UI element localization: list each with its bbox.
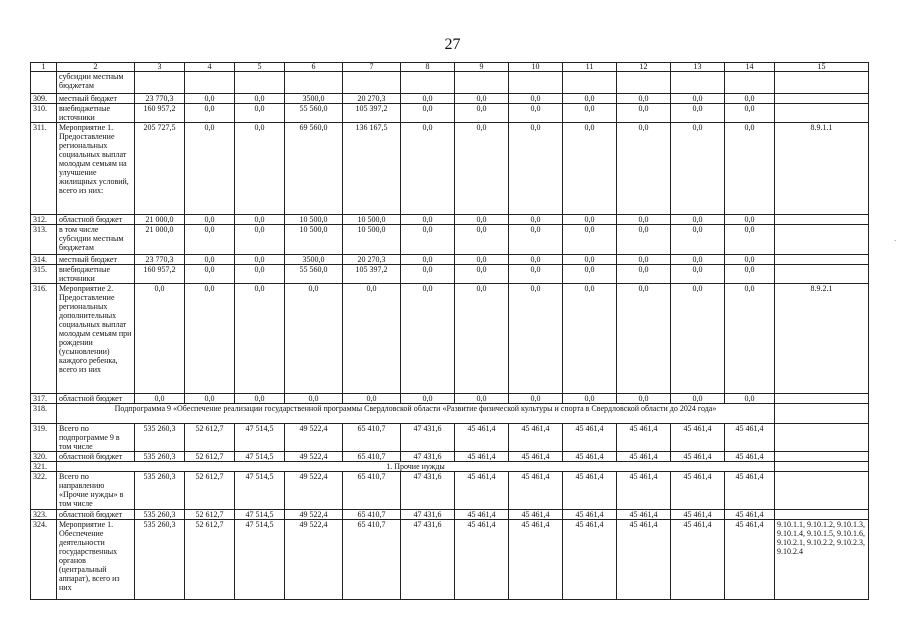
value-cell: 0,0 [235,225,285,255]
value-cell: 0,0 [671,123,725,215]
row-number: 319. [31,424,57,452]
value-cell: 47 514,5 [235,472,285,510]
row-number: 311. [31,123,57,215]
value-cell: 49 522,4 [285,472,343,510]
target-cell [775,472,869,510]
value-cell: 0,0 [563,94,617,104]
value-cell: 47 514,5 [235,520,285,600]
target-cell [775,104,869,123]
value-cell [563,72,617,94]
row-number: 310. [31,104,57,123]
row-name: внебюджетные источники [57,104,135,123]
value-cell: 0,0 [725,123,775,215]
value-cell: 52 612,7 [185,510,235,520]
table-row [31,265,869,284]
row-name: Мероприятие 1. Обеспечение деятельности государственных органов (центральный аппарат), всего из них [57,520,135,600]
value-cell: 0,0 [725,265,775,284]
row-number: 315. [31,265,57,284]
value-cell: 0,0 [185,284,235,394]
target-cell [775,225,869,255]
value-cell: 0,0 [509,104,563,123]
value-cell: 0,0 [725,255,775,265]
value-cell: 136 167,5 [343,123,401,215]
value-cell: 45 461,4 [455,452,509,462]
value-cell: 0,0 [185,265,235,284]
value-cell: 0,0 [235,255,285,265]
section-heading: 1. Прочие нужды [57,462,775,472]
column-number-7: 7 [343,63,401,72]
row-number [31,72,57,94]
value-cell: 0,0 [563,284,617,394]
table-row [31,452,869,462]
column-number-13: 13 [671,63,725,72]
value-cell: 0,0 [185,255,235,265]
value-cell: 0,0 [455,265,509,284]
table-row [31,510,869,520]
value-cell: 45 461,4 [509,452,563,462]
value-cell: 65 410,7 [343,424,401,452]
value-cell: 0,0 [725,284,775,394]
value-cell: 535 260,3 [135,452,185,462]
value-cell: 21 000,0 [135,215,185,225]
table-row [31,104,869,123]
value-cell: 0,0 [455,394,509,404]
value-cell: 535 260,3 [135,424,185,452]
column-number-12: 12 [617,63,671,72]
value-cell: 0,0 [509,123,563,215]
value-cell: 0,0 [617,225,671,255]
row-number: 323. [31,510,57,520]
column-number-3: 3 [135,63,185,72]
target-cell [775,462,869,472]
value-cell: 20 270,3 [343,94,401,104]
row-name: областной бюджет [57,510,135,520]
value-cell: 0,0 [185,225,235,255]
value-cell: 0,0 [563,104,617,123]
value-cell: 0,0 [725,94,775,104]
value-cell: 3500,0 [285,94,343,104]
value-cell: 535 260,3 [135,472,185,510]
value-cell: 0,0 [509,284,563,394]
value-cell: 0,0 [185,104,235,123]
value-cell: 0,0 [725,215,775,225]
value-cell: 45 461,4 [617,452,671,462]
value-cell: 10 500,0 [343,225,401,255]
value-cell: 0,0 [401,255,455,265]
row-number: 316. [31,284,57,394]
row-number: 312. [31,215,57,225]
value-cell: 0,0 [617,265,671,284]
row-name: Всего по направлению «Прочие нужды» в том числе [57,472,135,510]
value-cell [509,72,563,94]
value-cell: 0,0 [135,284,185,394]
value-cell: 0,0 [671,225,725,255]
value-cell: 0,0 [401,394,455,404]
value-cell: 52 612,7 [185,452,235,462]
value-cell: 535 260,3 [135,520,185,600]
value-cell: 55 560,0 [285,104,343,123]
value-cell: 45 461,4 [563,424,617,452]
row-name: областной бюджет [57,215,135,225]
table-row [31,215,869,225]
value-cell: 23 770,3 [135,94,185,104]
table-row [31,462,869,472]
value-cell: 65 410,7 [343,520,401,600]
value-cell: 0,0 [455,94,509,104]
value-cell: 23 770,3 [135,255,185,265]
value-cell: 535 260,3 [135,510,185,520]
value-cell: 45 461,4 [509,424,563,452]
row-number: 314. [31,255,57,265]
value-cell: 0,0 [455,255,509,265]
target-cell [775,94,869,104]
value-cell: 0,0 [563,123,617,215]
value-cell: 3500,0 [285,255,343,265]
value-cell [401,72,455,94]
value-cell: 105 397,2 [343,265,401,284]
column-number-2: 2 [57,63,135,72]
value-cell: 0,0 [343,394,401,404]
value-cell: 0,0 [509,94,563,104]
value-cell: 45 461,4 [455,510,509,520]
value-cell: 55 560,0 [285,265,343,284]
value-cell: 21 000,0 [135,225,185,255]
value-cell: 45 461,4 [617,472,671,510]
value-cell: 47 514,5 [235,424,285,452]
value-cell: 45 461,4 [617,510,671,520]
value-cell: 0,0 [563,255,617,265]
value-cell: 0,0 [563,265,617,284]
value-cell: 47 431,6 [401,424,455,452]
value-cell: 49 522,4 [285,520,343,600]
value-cell: 45 461,4 [725,452,775,462]
value-cell: 0,0 [509,255,563,265]
row-name: субсидии местным бюджетам [57,72,135,94]
value-cell: 10 500,0 [285,215,343,225]
column-number-14: 14 [725,63,775,72]
table-row [31,394,869,404]
table-row [31,255,869,265]
value-cell [725,72,775,94]
value-cell: 0,0 [617,215,671,225]
section-heading: Подпрограмма 9 «Обеспечение реализации государственной программы Свердловской области «Развитие физической культуры и спорта в Свердловской области до 2024 года» [57,404,775,424]
value-cell: 0,0 [671,265,725,284]
row-name: Мероприятие 1. Предоставление региональных социальных выплат молодым семьям на улучшение жилищных условий, всего из них: [57,123,135,215]
value-cell: 0,0 [671,94,725,104]
value-cell: 0,0 [401,215,455,225]
value-cell: 160 957,2 [135,265,185,284]
value-cell: 0,0 [671,284,725,394]
row-name: в том числе субсидии местным бюджетам [57,225,135,255]
value-cell: 0,0 [455,225,509,255]
value-cell: 0,0 [563,225,617,255]
value-cell: 45 461,4 [617,520,671,600]
value-cell: 0,0 [617,94,671,104]
value-cell: 0,0 [509,215,563,225]
target-cell [775,452,869,462]
value-cell: 45 461,4 [725,510,775,520]
value-cell: 45 461,4 [509,472,563,510]
value-cell: 0,0 [235,123,285,215]
column-number-11: 11 [563,63,617,72]
value-cell: 52 612,7 [185,520,235,600]
value-cell: 49 522,4 [285,510,343,520]
row-number: 321. [31,462,57,472]
column-number-4: 4 [185,63,235,72]
target-cell [775,394,869,404]
value-cell: 0,0 [185,215,235,225]
value-cell: 52 612,7 [185,472,235,510]
value-cell: 0,0 [135,394,185,404]
value-cell: 45 461,4 [671,520,725,600]
column-number-10: 10 [509,63,563,72]
value-cell: 45 461,4 [563,472,617,510]
value-cell: 65 410,7 [343,510,401,520]
value-cell: 49 522,4 [285,424,343,452]
value-cell: 0,0 [455,123,509,215]
table-row [31,72,869,94]
value-cell: 0,0 [401,104,455,123]
table-row [31,472,869,510]
table-row [31,123,869,215]
value-cell: 0,0 [235,104,285,123]
value-cell: 45 461,4 [455,520,509,600]
value-cell: 49 522,4 [285,452,343,462]
row-number: 322. [31,472,57,510]
value-cell: 52 612,7 [185,424,235,452]
target-cell: 8.9.1.1 [775,123,869,215]
column-number-8: 8 [401,63,455,72]
value-cell: 0,0 [725,104,775,123]
column-number-1: 1 [31,63,57,72]
column-number-15: 15 [775,63,869,72]
value-cell: 45 461,4 [671,510,725,520]
value-cell: 0,0 [725,225,775,255]
value-cell: 0,0 [185,123,235,215]
row-number: 318. [31,404,57,424]
value-cell: 45 461,4 [725,424,775,452]
value-cell: 45 461,4 [725,520,775,600]
value-cell: 0,0 [671,215,725,225]
value-cell: 0,0 [671,255,725,265]
table-body [31,63,869,600]
value-cell: 160 957,2 [135,104,185,123]
value-cell: 69 560,0 [285,123,343,215]
row-name: Всего по подпрограмме 9 в том числе [57,424,135,452]
target-cell [775,404,869,424]
target-cell: 9.10.1.1, 9.10.1.2, 9.10.1.3, 9.10.1.4, 9.10.1.5, 9.10.1.6, 9.10.2.1, 9.10.2.2, 9.10.2.3, 9.10.2.4 [775,520,869,600]
value-cell: 65 410,7 [343,452,401,462]
row-number: 313. [31,225,57,255]
value-cell: 0,0 [563,394,617,404]
value-cell: 45 461,4 [671,452,725,462]
value-cell: 0,0 [185,394,235,404]
value-cell [455,72,509,94]
value-cell: 0,0 [617,123,671,215]
value-cell: 45 461,4 [671,472,725,510]
row-name: областной бюджет [57,452,135,462]
value-cell: 0,0 [617,255,671,265]
target-cell: 8.9.2.1 [775,284,869,394]
value-cell: 45 461,4 [455,472,509,510]
value-cell: 20 270,3 [343,255,401,265]
value-cell: 0,0 [285,394,343,404]
value-cell: 65 410,7 [343,472,401,510]
value-cell: 0,0 [671,104,725,123]
value-cell: 0,0 [235,284,285,394]
value-cell: 45 461,4 [563,452,617,462]
target-cell [775,215,869,225]
header-row [31,63,869,72]
value-cell: 47 431,6 [401,520,455,600]
table-row [31,404,869,424]
value-cell: 10 500,0 [285,225,343,255]
value-cell: 105 397,2 [343,104,401,123]
target-cell [775,72,869,94]
value-cell: 0,0 [401,94,455,104]
value-cell: 0,0 [509,225,563,255]
value-cell: 47 514,5 [235,510,285,520]
value-cell: 0,0 [455,104,509,123]
value-cell [235,72,285,94]
table-row [31,424,869,452]
value-cell: 0,0 [343,284,401,394]
target-cell [775,510,869,520]
value-cell: 0,0 [235,215,285,225]
value-cell: 0,0 [617,284,671,394]
value-cell: 0,0 [401,284,455,394]
value-cell: 45 461,4 [509,520,563,600]
value-cell: 0,0 [401,225,455,255]
value-cell: 45 461,4 [455,424,509,452]
row-name: местный бюджет [57,94,135,104]
value-cell: 0,0 [185,94,235,104]
scan-mark: · [894,237,897,245]
row-name: внебюджетные источники [57,265,135,284]
value-cell [617,72,671,94]
value-cell [135,72,185,94]
value-cell: 47 514,5 [235,452,285,462]
row-number: 320. [31,452,57,462]
value-cell: 0,0 [455,215,509,225]
value-cell: 47 431,6 [401,452,455,462]
target-cell [775,265,869,284]
column-number-6: 6 [285,63,343,72]
table-row [31,94,869,104]
value-cell: 45 461,4 [563,510,617,520]
row-number: 317. [31,394,57,404]
page-number: 27 [444,36,461,53]
table-row [31,225,869,255]
value-cell: 0,0 [401,265,455,284]
value-cell: 47 431,6 [401,472,455,510]
value-cell: 0,0 [235,265,285,284]
value-cell [185,72,235,94]
row-name: Мероприятие 2. Предоставление региональных дополнительных социальных выплат молодым семьям при рождении (усыновлении) каждого ребенка, всего из них [57,284,135,394]
table-row [31,520,869,600]
value-cell: 45 461,4 [563,520,617,600]
value-cell: 0,0 [285,284,343,394]
value-cell: 0,0 [725,394,775,404]
row-number: 324. [31,520,57,600]
target-cell [775,424,869,452]
value-cell: 45 461,4 [725,472,775,510]
value-cell: 0,0 [401,123,455,215]
value-cell: 47 431,6 [401,510,455,520]
budget-table [30,62,869,600]
column-number-5: 5 [235,63,285,72]
row-number: 309. [31,94,57,104]
target-cell [775,255,869,265]
value-cell: 0,0 [455,284,509,394]
row-name: местный бюджет [57,255,135,265]
value-cell [343,72,401,94]
value-cell: 45 461,4 [509,510,563,520]
value-cell: 0,0 [617,104,671,123]
value-cell: 0,0 [563,215,617,225]
value-cell: 0,0 [235,394,285,404]
value-cell: 10 500,0 [343,215,401,225]
value-cell [285,72,343,94]
column-number-9: 9 [455,63,509,72]
table-row [31,284,869,394]
value-cell: 45 461,4 [671,424,725,452]
value-cell [671,72,725,94]
value-cell: 0,0 [509,265,563,284]
value-cell: 205 727,5 [135,123,185,215]
row-name: областной бюджет [57,394,135,404]
value-cell: 0,0 [235,94,285,104]
value-cell: 45 461,4 [617,424,671,452]
value-cell: 0,0 [509,394,563,404]
value-cell: 0,0 [617,394,671,404]
value-cell: 0,0 [671,394,725,404]
